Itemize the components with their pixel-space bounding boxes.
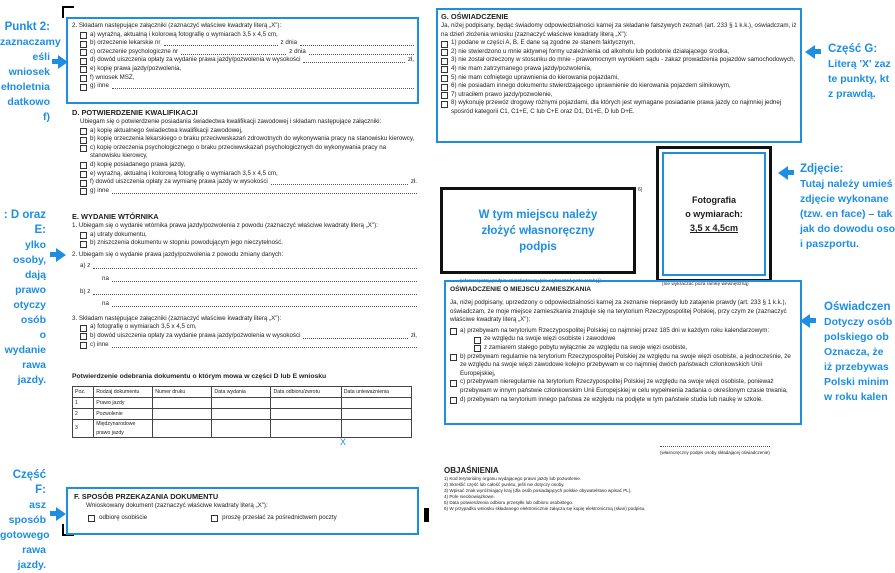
checkbox[interactable] [450,328,457,335]
statement-4[interactable]: 4) nie mam zatrzymanego prawa jazdy/pozwolenia, [441,65,797,74]
qualification-c[interactable]: c) kopię orzeczenia psychologicznego o braku przeciwwskazań psychologicznych do wykonywania pracy na stanowisku kierowcy, [72,144,417,161]
note-line: Polski minim [824,376,889,388]
change-b-from[interactable]: b) z [72,288,417,297]
table-row: 3 Międzynarodowe prawo jazdy [73,420,412,438]
duplicate-attachment-a[interactable]: a) fotografię o wymiarach 3,5 x 4,5 cm, [72,323,417,332]
signature-caption: (własnoręczny podpis wnioskodawcy (nie wykraczać poza ramkę)) [460,279,602,284]
section-g-title: G. OŚWIADCZENIE [441,12,509,21]
section-g-intro: Ja, niżej podpisany, będąc świadomy odpowiedzialności karnej za składanie fałszywych zeznań (art. 233 § 1 k.k.), oświadczam, iż na dzień złożenia wniosku (zaznaczyć właściwe kwadraty literą „X"): [441,22,797,38]
note-title: Zdjęcie: [800,163,844,175]
column-header: Rodzaj dokumentu [94,387,153,398]
checkbox[interactable] [80,188,87,195]
section-e-title: E. WYDANIE WTÓRNIKA [72,212,159,221]
checkbox[interactable] [80,41,87,48]
residence-option-c[interactable]: c) przebywam nieregularnie na terytorium Rzeczypospolitej Polskiej ze względu na swoje więzi osobiste, ponieważ przebywam w innym państwie członkowskim Unii Europejskiej w celu wypełnienia zadania o określonym czasie trwania, [450,378,796,395]
checkbox[interactable] [80,342,87,349]
residence-option-a1[interactable]: ze względu na swoje więzi osobiste i zawodowe [450,335,796,344]
column-header: Data odbioru/zwrotu [271,387,341,398]
section-f [74,492,414,522]
arrow-right-icon [56,507,66,521]
checkbox[interactable] [80,66,87,73]
column-header: Poz. [73,387,94,398]
duplicate-attachment-b[interactable]: b) dowód uiszczenia opłaty za wydanie prawa jazdy/pozwolenia w wysokości zł, [72,332,417,341]
note-line: (tzw. en face) – tak [800,208,893,220]
note-line: ełnoletnia [0,81,50,93]
checkbox[interactable] [80,49,87,56]
explanation-line: 4) Pole nieobowiązkowe. [444,494,495,499]
checkbox[interactable] [80,171,87,178]
photo-label-2: o wymiarach: [685,209,743,219]
note-line: rawa jazdy. [17,544,46,571]
explanation-line: 3) Wpisać znak wyróżniający kraj (dla osób posiadających polskie obywatelstwo wpisać PL). [444,488,632,493]
checkbox[interactable] [474,337,481,344]
duplicate-reason-b[interactable]: b) zniszczenia dokumentu w stopniu powodującym jego nieczytelność. [72,239,417,248]
checkbox[interactable] [80,32,87,39]
note-czesc-de [0,208,46,388]
qualification-g[interactable]: g) inne [72,187,417,196]
checkbox[interactable] [441,58,448,65]
statement-8[interactable]: 8) wykonuję przewóz drogowy różnymi pojazdami, dla których jest wymagane posiadanie prawa jazdy co najmniej jednej spośród kategorii C1, C1+E, C lub C+E oraz D1, D1+E, D lub D+E. [441,99,797,116]
note-zdjecie [800,162,895,252]
signature-instruction: W tym miejscu należy złożyć własnoręczny podpis [478,208,598,253]
field-line[interactable] [300,39,414,46]
residence-option-a2[interactable]: z zamiarem stałego pobytu wyłącznie ze względu na swoje więzi osobiste, [450,344,796,353]
checkbox[interactable] [80,241,87,248]
field-line[interactable] [93,262,417,269]
note-line: dają prawo [15,269,46,296]
checkbox[interactable] [80,162,87,169]
explanations-title: OBJAŚNIENIA [444,466,499,475]
section-e-item-2: 2. Ubiegam się o wydanie prawa jazdy/pozwolenia z powodu zmiany danych: [72,250,284,258]
attachment-a[interactable]: a) wyraźną, aktualną i kolorową fotografię o wymiarach 3,5 x 4,5 cm, [72,31,414,40]
field-line[interactable] [309,48,414,55]
statement-2[interactable]: 2) nie stwierdzono u mnie aktywnej formy uzależnienia od alkoholu lub podobnie działającego środka, [441,48,797,57]
checkbox[interactable] [441,84,448,91]
note-line: zdjęcie wykonane [800,193,889,205]
checkbox[interactable] [441,75,448,82]
note-line: te punkty, kt [828,73,890,85]
attachment-d[interactable]: d) dowód uiszczenia opłaty za wydanie prawa jazdy/pozwolenia w wysokości zł, [72,56,414,65]
checkbox[interactable] [441,66,448,73]
section-f-title: F. SPOSÓB PRZEKAZANIA DOKUMENTU [74,492,219,501]
residence-title: OŚWIADCZENIE O MIEJSCU ZAMIESZKANIA [450,286,592,293]
qualification-f[interactable]: f) dowód uiszczenia opłaty za wymianę prawa jazdy w wysokości zł. [72,178,417,187]
field-line[interactable] [303,56,404,63]
table-row: 2 Pozwolenie [73,409,412,420]
statement-1[interactable]: 1) podane w części A, B, E dane są zgodne ze stanem faktycznym, [441,39,797,48]
field-line[interactable] [112,275,417,282]
note-line: zaznaczamy [0,36,61,48]
residence-statement [450,285,796,404]
note-line: z prawdą. [828,88,876,100]
field-line[interactable] [164,39,278,46]
footnote-mark: 6) [638,187,643,193]
table-row: 1 Prawo jazdy [73,398,412,409]
note-title: Część G: [828,43,878,55]
checkbox[interactable] [474,345,481,352]
photo-dimensions: 3,5 x 4,5cm [689,223,739,233]
note-title: Oświadczen [824,301,891,313]
checkbox[interactable] [450,380,457,387]
explanation-line: 6) W przypadku wniosku składanego elektronicznie załącza się kopię elektroniczną (skan) podpisu. [444,506,646,511]
qualification-d[interactable]: d) kopię posiadanego prawa jazdy, [72,161,417,170]
checkbox[interactable] [441,41,448,48]
checkbox[interactable] [80,145,87,152]
checkbox[interactable] [80,75,87,82]
attachment-e[interactable]: e) kopię prawa jazdy/pozwolenia, [72,65,414,74]
change-a-from[interactable]: a) z [72,262,417,271]
checkbox[interactable] [80,325,87,332]
field-line[interactable] [303,332,407,339]
field-line[interactable] [112,82,414,89]
receipt-section [72,372,417,438]
column-header: Numer druku [153,387,212,398]
attachment-c[interactable]: c) orzeczenie psychologiczne nr z dnia [72,48,414,57]
note-line: ylko osoby, [12,239,46,266]
checkbox[interactable] [450,354,457,361]
note-czesc-f [0,468,50,573]
table-header-row [73,387,412,398]
checkbox[interactable] [80,84,87,91]
change-a-to[interactable]: na [72,275,417,284]
note-line: w roku kalen [824,391,888,403]
note-line: iż przebywas [824,361,889,373]
photo-box[interactable] [662,152,766,276]
receipt-table [72,386,412,438]
column-header: Data wydania [212,387,271,398]
note-title: Punkt 2: [4,21,50,33]
checkbox[interactable] [80,128,87,135]
checkbox[interactable] [441,49,448,56]
column-header: Data unieważnienia [341,387,411,398]
checkbox[interactable] [80,333,87,340]
section-d-intro: Ubiegam się o potwierdzenie posiadania świadectwa kwalifikacji zawodowej i składam następujące załączniki: [80,118,382,125]
note-line: Tutaj należy umieś [800,178,893,190]
statement-7[interactable]: 7) utraciłem prawo jazdy/pozwolenie, [441,91,797,100]
statement-3[interactable]: 3) nie został orzeczony w stosunku do mnie - prawomocnym wyrokiem sądu - zakaz prowadzenia pojazdów samochodowych, [441,56,797,65]
note-punkt-2 [0,20,61,125]
section-d [72,108,417,195]
explanations [444,466,744,512]
field-line[interactable] [93,288,417,295]
note-line: i paszportu. [800,238,859,250]
duplicate-reason-a[interactable]: a) utraty dokumentu, [72,231,417,240]
photo-label-1: Fotografia [692,195,736,205]
field-line[interactable] [112,187,417,194]
checkbox[interactable] [441,92,448,99]
note-line: datkowo f) [7,96,50,123]
checkbox[interactable] [80,58,87,65]
field-line[interactable] [112,300,417,307]
note-title: Część F: [12,469,46,496]
duplicate-attachment-c[interactable]: c) inne [72,341,417,350]
note-line: gotowego [0,529,50,541]
residence-option-a[interactable]: a) przebywam na terytorium Rzeczypospolitej Polskiej co najmniej przez 185 dni w każdym roku kalendarzowym: [450,327,796,336]
section-c-item-2: 2. Składam następujące załączniki (zaznaczyć właściwe kwadraty literą „X"): [72,22,282,29]
checkbox[interactable] [441,101,448,108]
arrow-right-icon [56,248,66,262]
pickup-checkbox[interactable] [88,515,95,522]
note-line: jak do dowodu oso [800,223,895,235]
checkbox[interactable] [450,397,457,404]
section-e-item-1: 1. Ubiegam się o wydanie wtórnika prawa jazdy/pozwolenia z powodu (zaznaczyć właściwe kwadraty literą „X"): [72,222,378,229]
note-line: polskiego ob [824,331,889,343]
attachment-g[interactable]: g) inne [72,82,414,91]
note-czesc-g [828,42,891,102]
statement-5[interactable]: 5) nie mam cofniętego uprawnienia do kierowania pojazdami, [441,74,797,83]
field-line[interactable] [112,341,417,348]
arrow-shaft [808,318,816,323]
qualification-e[interactable]: e) wyraźną, aktualną i kolorową fotografię o wymiarach 3,5 x 4,5 cm, [72,170,417,179]
checkbox[interactable] [80,180,87,187]
note-title: : D oraz E: [3,209,46,236]
explanation-line: 2) Skreślić część lub całość punktu, jeśli nie dotyczy osoby. [444,482,565,487]
section-c-attachments [72,22,414,91]
residence-signature-line[interactable] [660,446,770,447]
note-line: eśli wniosek [8,51,50,78]
note-line: rawa jazdy. [17,359,46,386]
post-checkbox[interactable] [211,515,218,522]
section-e [72,212,417,349]
arrow-shaft [813,49,821,54]
registration-mark [424,508,429,522]
photo-caption: (nie wykraczać poza ramkę wewnętrzną) [662,282,749,287]
section-e-item-3: 3. Składam następujące załączniki (zaznaczyć właściwe kwadraty literą „X"): [72,314,282,322]
section-f-intro: Wnioskowany dokument (zaznaczyć właściwe kwadraty literą „X"): [86,502,268,509]
signature-box[interactable] [440,187,636,274]
note-line: o wydanie [4,329,46,356]
field-line[interactable] [181,48,286,55]
note-line: Dotyczy osób [824,316,893,328]
residence-option-b[interactable]: b) przebywam regularnie na terytorium Rzeczypospolitej Polskiej ze względu na swoje więzi osobiste, a jednocześnie, że ze względu na swoje więzi zawodowe kolejno przebywam w co najmniej dwóch państwach członkowskich Unii Europejskiej, [450,353,796,379]
explanation-line: 1) Kod terytorialny organu wydającego prawo jazdy lub pozwolenie. [444,476,582,481]
change-b-to[interactable]: na [72,300,417,309]
explanation-line: 5) Data potwierdzenia odbioru przesyłki lub odbioru osobistego. [444,500,574,505]
arrow-shaft [786,170,794,175]
post-label: proszę przesłać za pośrednictwem poczty [222,513,337,521]
attachment-f[interactable]: f) wniosek MSZ, [72,74,414,83]
section-d-title: D. POTWIERDZENIE KWALIFIKACJI [72,108,198,117]
residence-option-d[interactable]: d) przebywam na terytorium innego państwa ze względu na podjęte w tym państwie studia lub naukę w szkole. [450,396,796,405]
statement-6[interactable]: 6) nie posiadam innego dokumentu stwierdzającego uprawnienie do kierowania pojazdem silnikowym, [441,82,797,91]
checkbox[interactable] [80,137,87,144]
note-line: Oznacza, że [824,346,884,358]
note-line: otyczy osób [13,299,46,326]
note-line: asz sposób [8,499,46,526]
residence-intro: Ja, niżej podpisany, uprzedzony o odpowiedzialności karnej za zeznanie nieprawdy lub zatajenie prawdy (art. 233 § 1 k.k.), oświadczam, że moje miejsce zamieszkania znajduje się na terytorium Rzeczypospolitej Polskiej, przy czym ze (zaznaczyć właściwe kwadraty literą „X"): [450,299,787,324]
x-mark: X [340,437,347,447]
delivery-options [74,514,414,523]
field-line[interactable] [271,178,408,185]
note-line: Literą 'X' zaz [828,58,891,70]
receipt-title: Potwierdzenie odebrania dokumentu o którym mowa w części D lub E wniosku [72,373,327,380]
qualification-a[interactable]: a) kopię aktualnego świadectwa kwalifikacji zawodowej, [72,127,417,136]
qualification-b[interactable]: b) kopię orzeczenia lekarskiego o braku przeciwwskazań zdrowotnych do wykonywania pracy na stanowisku kierowcy, [72,135,417,144]
note-oswiadczenie [824,300,893,405]
section-g [441,12,797,117]
pickup-label: odbiorę osobiście [99,513,148,521]
attachment-b[interactable]: b) orzeczenie lekarskie nr z dnia [72,39,414,48]
residence-signature-caption: (własnoręczny podpis osoby składającej oświadczenie) [660,450,770,455]
checkbox[interactable] [80,232,87,239]
